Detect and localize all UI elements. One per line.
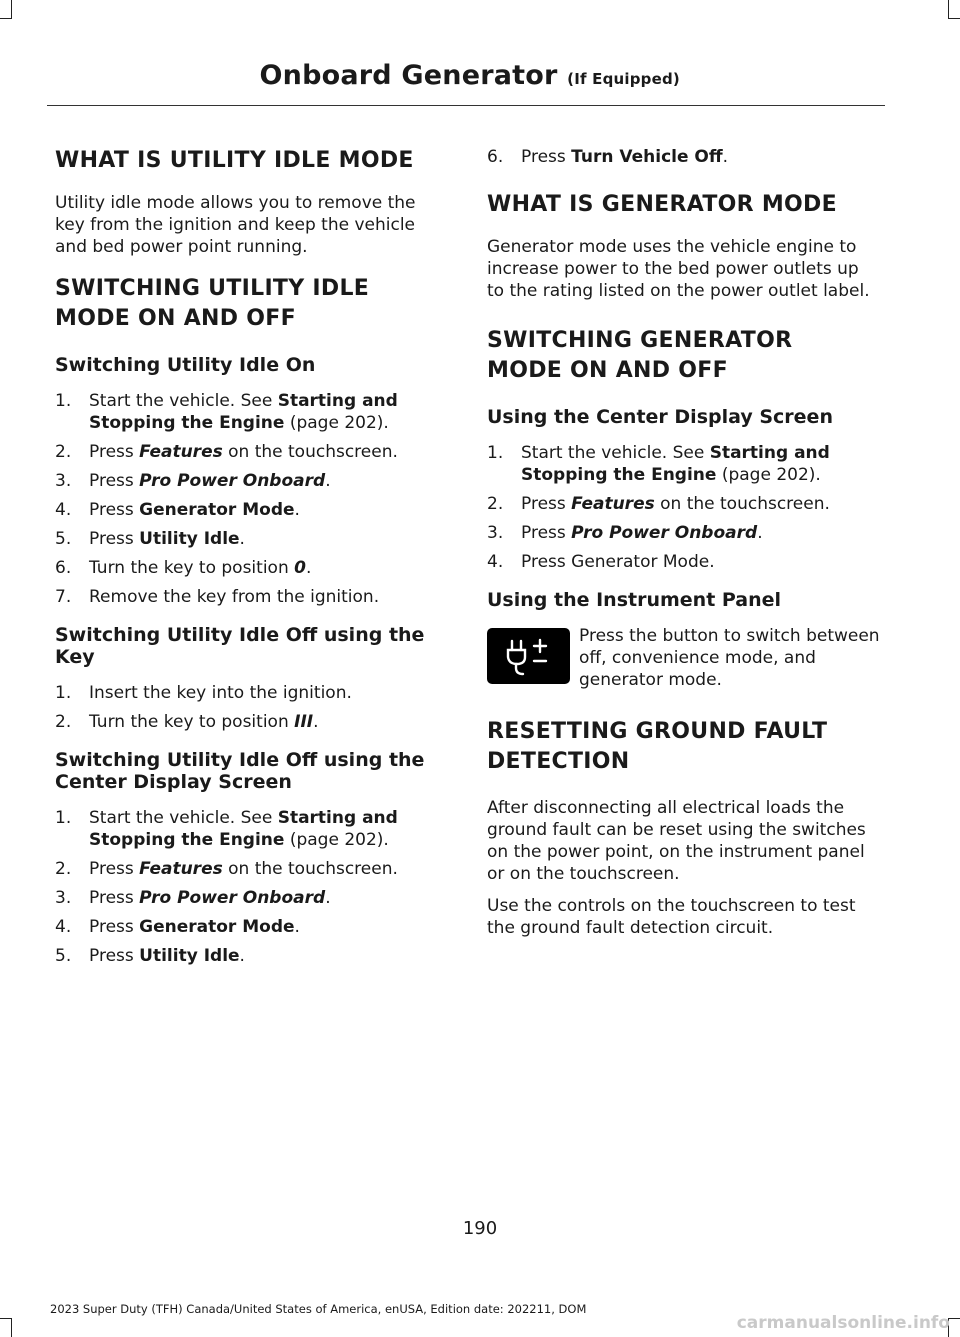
turn-vehicle-off-step bbox=[487, 146, 880, 168]
step-number: 5. bbox=[55, 529, 72, 549]
step-number: 2. bbox=[55, 442, 72, 462]
step-text: . bbox=[325, 888, 331, 908]
generator-mode-description: Generator mode uses the vehicle engine to increase power to the bed power outlets up to the rating listed on the power outlet label. bbox=[487, 237, 870, 301]
ground-fault-reset-text: After disconnecting all electrical loads the ground fault can be reset using the switches on the power point, on the instrument panel or on the touchscreen. bbox=[487, 798, 866, 884]
step-number: 3. bbox=[55, 888, 72, 908]
utility-idle-off-screen-steps bbox=[55, 807, 448, 967]
step-bold: Starting and Stopping the Engine bbox=[89, 808, 398, 850]
step-text: on the touchscreen. bbox=[222, 859, 398, 879]
utility-idle-off-key-steps bbox=[55, 682, 448, 733]
step-text: . bbox=[325, 471, 331, 491]
list-item bbox=[55, 586, 448, 608]
step-text: Press Generator Mode. bbox=[521, 552, 715, 572]
step-text: . bbox=[313, 712, 319, 732]
heading-switching-generator-mode bbox=[487, 326, 880, 386]
step-number: 7. bbox=[55, 587, 72, 607]
step-text: . bbox=[239, 529, 245, 549]
list-item bbox=[55, 557, 448, 579]
list-item bbox=[55, 945, 448, 967]
header-title: Onboard Generator bbox=[259, 60, 558, 91]
step-bold: Utility Idle bbox=[139, 946, 240, 966]
heading-line-2: MODE ON AND OFF bbox=[487, 358, 728, 383]
step-number: 1. bbox=[487, 443, 504, 463]
heading-line-1: RESETTING GROUND FAULT bbox=[487, 719, 828, 744]
heading-line-2: DETECTION bbox=[487, 749, 630, 774]
step-text: on the touchscreen. bbox=[654, 494, 830, 514]
list-item bbox=[487, 522, 880, 544]
step-text: . bbox=[722, 147, 729, 167]
step-text: Turn the key to position bbox=[89, 712, 295, 732]
right-column bbox=[487, 146, 880, 955]
step-number: 2. bbox=[487, 494, 504, 514]
step-text: Insert the key into the ignition. bbox=[89, 683, 352, 703]
step-bold-italic: Pro Power Onboard bbox=[571, 523, 758, 543]
step-bold-italic: 0 bbox=[294, 558, 306, 578]
step-text: Press bbox=[89, 471, 140, 491]
instrument-panel-text: Press the button to switch between off, convenience mode, and generator mode. bbox=[579, 626, 880, 690]
instrument-panel-instruction bbox=[487, 625, 880, 691]
list-item bbox=[55, 916, 448, 938]
list-item bbox=[55, 499, 448, 521]
step-text: (page 202). bbox=[716, 465, 821, 485]
step-text: Press bbox=[89, 442, 140, 462]
step-text: Press bbox=[89, 500, 140, 520]
step-text: Remove the key from the ignition. bbox=[89, 587, 380, 607]
step-bold: Generator Mode bbox=[139, 500, 295, 520]
heading-generator-mode: WHAT IS GENERATOR MODE bbox=[487, 192, 837, 217]
step-number: 4. bbox=[487, 552, 504, 572]
heading-resetting-ground-fault bbox=[487, 717, 880, 777]
step-bold: Starting and Stopping the Engine bbox=[521, 443, 830, 485]
step-number: 1. bbox=[55, 808, 72, 828]
heading-line-1: SWITCHING GENERATOR bbox=[487, 328, 793, 353]
crop-mark-top-left-v bbox=[11, 0, 12, 18]
step-text: Press bbox=[89, 529, 140, 549]
step-text: Press bbox=[521, 523, 572, 543]
step-text: . bbox=[239, 946, 245, 966]
step-number: 6. bbox=[55, 558, 72, 578]
step-number: 3. bbox=[487, 523, 504, 543]
step-bold: Utility Idle bbox=[139, 529, 240, 549]
page-header bbox=[260, 60, 680, 91]
step-text: Press bbox=[521, 147, 572, 167]
header-subtitle: (If Equipped) bbox=[567, 70, 680, 88]
list-item bbox=[487, 442, 880, 486]
list-item bbox=[55, 682, 448, 704]
step-number: 3. bbox=[55, 471, 72, 491]
page-number: 190 bbox=[462, 1218, 498, 1239]
step-text: Start the vehicle. See bbox=[521, 443, 710, 463]
list-item bbox=[487, 493, 880, 515]
subheading-center-display: Using the Center Display Screen bbox=[487, 406, 833, 428]
list-item bbox=[55, 528, 448, 550]
crop-mark-top-right-h bbox=[948, 18, 960, 19]
step-text: . bbox=[294, 500, 300, 520]
step-bold: Generator Mode bbox=[139, 917, 295, 937]
center-display-steps bbox=[487, 442, 880, 573]
heading-line-1: SWITCHING UTILITY IDLE bbox=[55, 276, 370, 301]
utility-idle-description: Utility idle mode allows you to remove the key from the ignition and keep the vehicle and bed power point running. bbox=[55, 193, 416, 257]
step-text: . bbox=[757, 523, 763, 543]
step-number: 4. bbox=[55, 500, 72, 520]
header-rule bbox=[47, 105, 885, 106]
watermark: carmanualsonline.info bbox=[736, 1313, 950, 1333]
step-text: . bbox=[305, 558, 312, 578]
step-bold-italic: Pro Power Onboard bbox=[139, 471, 326, 491]
crop-mark-top-left-h bbox=[0, 18, 12, 19]
step-text: Press bbox=[89, 888, 140, 908]
crop-mark-bottom-left-h bbox=[0, 1318, 12, 1319]
heading-switching-utility-idle bbox=[55, 274, 448, 334]
step-text: on the touchscreen. bbox=[222, 442, 398, 462]
footer-edition: 2023 Super Duty (TFH) Canada/United States of America, enUSA, Edition date: 202211, DOM bbox=[50, 1302, 587, 1316]
subheading-instrument-panel: Using the Instrument Panel bbox=[487, 589, 782, 611]
list-item bbox=[55, 441, 448, 463]
step-number: 1. bbox=[55, 683, 72, 703]
step-text: Start the vehicle. See bbox=[89, 391, 278, 411]
step-text: Press bbox=[89, 946, 140, 966]
step-bold: Starting and Stopping the Engine bbox=[89, 391, 398, 433]
subheading-utility-idle-off-key: Switching Utility Idle Off using the Key bbox=[55, 624, 425, 668]
power-plug-icon bbox=[487, 628, 570, 684]
step-number: 2. bbox=[55, 859, 72, 879]
utility-idle-on-steps bbox=[55, 390, 448, 608]
step-bold-italic: Features bbox=[571, 494, 655, 514]
step-text: Press bbox=[89, 917, 140, 937]
step-bold-italic: III bbox=[294, 712, 314, 732]
crop-mark-top-right-v bbox=[948, 0, 949, 18]
list-item bbox=[487, 146, 880, 168]
crop-mark-bottom-left-v bbox=[11, 1318, 12, 1337]
left-column bbox=[55, 146, 448, 983]
step-text: Start the vehicle. See bbox=[89, 808, 278, 828]
step-number: 4. bbox=[55, 917, 72, 937]
step-text: (page 202). bbox=[284, 413, 389, 433]
step-bold-italic: Features bbox=[139, 442, 223, 462]
step-text: Turn the key to position bbox=[89, 558, 295, 578]
list-item bbox=[55, 887, 448, 909]
heading-line-2: MODE ON AND OFF bbox=[55, 306, 296, 331]
heading-utility-idle: WHAT IS UTILITY IDLE MODE bbox=[55, 148, 414, 173]
step-text: Press bbox=[89, 859, 140, 879]
subheading-utility-idle-off-screen: Switching Utility Idle Off using the Center Display Screen bbox=[55, 749, 425, 793]
step-text: Press bbox=[521, 494, 572, 514]
step-number: 5. bbox=[55, 946, 72, 966]
step-bold-italic: Pro Power Onboard bbox=[139, 888, 326, 908]
step-number: 1. bbox=[55, 391, 72, 411]
list-item bbox=[55, 858, 448, 880]
ground-fault-test-text: Use the controls on the touchscreen to test the ground fault detection circuit. bbox=[487, 896, 856, 938]
list-item bbox=[55, 711, 448, 733]
step-bold-italic: Features bbox=[139, 859, 223, 879]
list-item bbox=[487, 551, 880, 573]
step-number: 6. bbox=[487, 147, 504, 167]
step-text: (page 202). bbox=[284, 830, 389, 850]
list-item bbox=[55, 807, 448, 851]
step-number: 2. bbox=[55, 712, 72, 732]
subheading-utility-idle-on: Switching Utility Idle On bbox=[55, 354, 316, 376]
list-item bbox=[55, 390, 448, 434]
step-bold: Turn Vehicle Off bbox=[571, 147, 723, 167]
list-item bbox=[55, 470, 448, 492]
step-text: . bbox=[294, 917, 300, 937]
